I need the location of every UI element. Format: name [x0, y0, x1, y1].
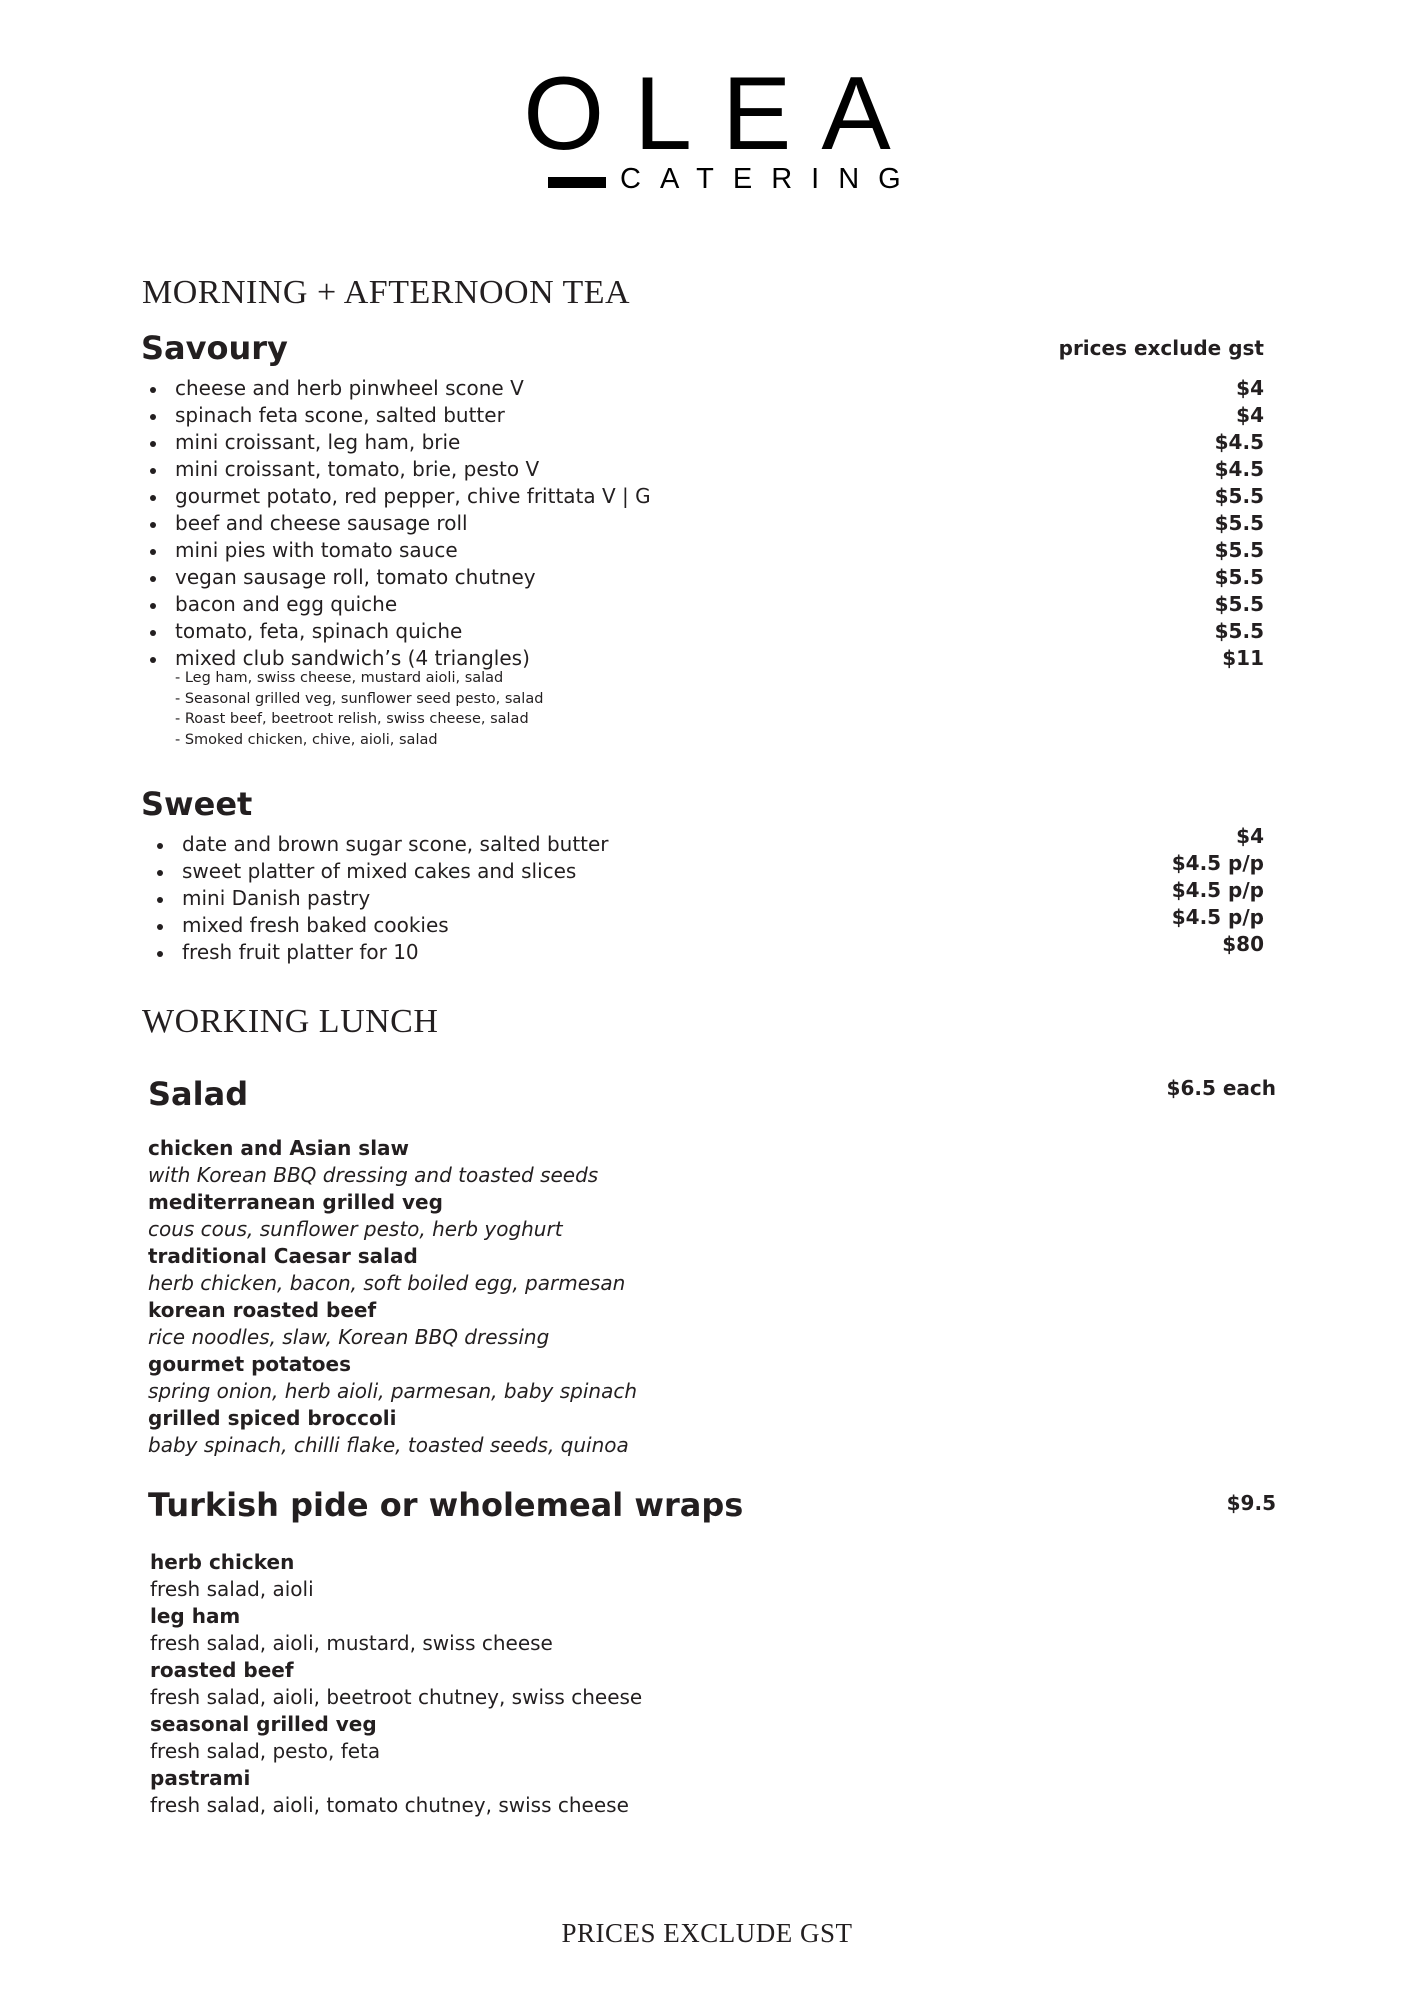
- dish-name: herb chicken: [150, 1550, 295, 1574]
- menu-item: mini croissant, tomato, brie, pesto V: [175, 456, 651, 483]
- sweet-heading: Sweet: [141, 785, 253, 823]
- dish-description: fresh salad, aioli, beetroot chutney, swiss cheese: [150, 1685, 643, 1709]
- sweet-item-list: [182, 831, 609, 966]
- prices-exclude-gst-note: prices exclude gst: [1058, 336, 1264, 360]
- salad-price: $6.5 each: [1166, 1076, 1276, 1100]
- dish-name: gourmet potatoes: [148, 1352, 351, 1376]
- dish-name: roasted beef: [150, 1658, 294, 1682]
- logo-subtitle: CATERING: [620, 163, 920, 195]
- dish-name: mediterranean grilled veg: [148, 1190, 443, 1214]
- wraps-heading: Turkish pide or wholemeal wraps: [148, 1486, 744, 1524]
- sandwich-option: - Leg ham, swiss cheese, mustard aioli, salad: [175, 670, 504, 686]
- dish-description: herb chicken, bacon, soft boiled egg, parmesan: [148, 1271, 626, 1295]
- menu-item: mixed club sandwich’s (4 triangles): [175, 645, 651, 672]
- section-title-morning-tea: MORNING + AFTERNOON TEA: [142, 274, 631, 311]
- wraps-price: $9.5: [1226, 1491, 1276, 1515]
- menu-item-price: $4: [1236, 376, 1264, 400]
- dish-description: spring onion, herb aioli, parmesan, baby spinach: [148, 1379, 637, 1403]
- sandwich-option-list: [175, 668, 543, 750]
- menu-item-price: $5.5: [1214, 538, 1264, 562]
- menu-item: cheese and herb pinwheel scone V: [175, 375, 651, 402]
- menu-item: mini Danish pastry: [182, 885, 609, 912]
- menu-item: mini croissant, leg ham, brie: [175, 429, 651, 456]
- menu-item-price: $5.5: [1214, 565, 1264, 589]
- dish-name: seasonal grilled veg: [150, 1712, 377, 1736]
- menu-item: sweet platter of mixed cakes and slices: [182, 858, 609, 885]
- savoury-heading: Savoury: [141, 329, 288, 367]
- dish-description: fresh salad, aioli: [150, 1577, 314, 1601]
- menu-item: mini pies with tomato sauce: [175, 537, 651, 564]
- dish-description: cous cous, sunflower pesto, herb yoghurt: [148, 1217, 563, 1241]
- menu-item: gourmet potato, red pepper, chive frittata V | G: [175, 484, 651, 508]
- menu-item-price: $80: [1222, 932, 1264, 956]
- salad-heading: Salad: [148, 1075, 249, 1113]
- dish-description: baby spinach, chilli flake, toasted seeds, quinoa: [148, 1433, 629, 1457]
- sweet-price-list: [1172, 823, 1264, 958]
- sandwich-option: - Seasonal grilled veg, sunflower seed pesto, salad: [175, 690, 544, 707]
- section-title-working-lunch: WORKING LUNCH: [142, 1003, 439, 1040]
- menu-item-price: $4.5 p/p: [1171, 905, 1264, 929]
- menu-item: bacon and egg quiche: [175, 591, 651, 618]
- menu-item-price: $4.5 p/p: [1171, 851, 1264, 875]
- menu-item: beef and cheese sausage roll: [175, 510, 651, 537]
- logo-bar: [548, 177, 606, 188]
- dish-description: fresh salad, pesto, feta: [150, 1739, 381, 1763]
- menu-item: mixed fresh baked cookies: [182, 912, 609, 939]
- menu-item-price: $4: [1236, 824, 1264, 848]
- menu-item-price: $5.5: [1214, 484, 1264, 508]
- dish-name: traditional Caesar salad: [148, 1244, 418, 1268]
- wraps-list: [150, 1549, 642, 1819]
- footer-gst-note: PRICES EXCLUDE GST: [561, 1918, 853, 1948]
- menu-item: vegan sausage roll, tomato chutney: [175, 564, 651, 591]
- sandwich-option: - Smoked chicken, chive, aioli, salad: [175, 731, 438, 748]
- dish-description: fresh salad, aioli, mustard, swiss cheese: [150, 1631, 553, 1655]
- menu-item: date and brown sugar scone, salted butter: [182, 832, 609, 856]
- dish-name: leg ham: [150, 1604, 241, 1628]
- dish-name: korean roasted beef: [148, 1298, 377, 1322]
- logo-wordmark: OLEA: [523, 56, 921, 172]
- dish-name: pastrami: [150, 1766, 251, 1790]
- menu-item-price: $4.5: [1214, 457, 1264, 481]
- menu-item-price: $4: [1236, 403, 1264, 427]
- dish-description: rice noodles, slaw, Korean BBQ dressing: [148, 1325, 550, 1349]
- menu-item-price: $5.5: [1214, 619, 1264, 643]
- menu-item-price: $4.5 p/p: [1171, 878, 1264, 902]
- menu-item-price: $11: [1222, 646, 1264, 670]
- savoury-price-list: [1215, 375, 1264, 672]
- dish-name: chicken and Asian slaw: [148, 1136, 410, 1160]
- menu-item-price: $5.5: [1214, 511, 1264, 535]
- savoury-item-list: [175, 375, 651, 672]
- menu-item: fresh fruit platter for 10: [182, 939, 609, 966]
- dish-name: grilled spiced broccoli: [148, 1406, 397, 1430]
- dish-description: with Korean BBQ dressing and toasted seeds: [148, 1163, 599, 1187]
- menu-item: tomato, feta, spinach quiche: [175, 618, 651, 645]
- menu-item: spinach feta scone, salted butter: [175, 402, 651, 429]
- menu-item-price: $4.5: [1214, 430, 1264, 454]
- salad-list: [148, 1135, 637, 1459]
- menu-item-price: $5.5: [1214, 592, 1264, 616]
- sandwich-option: - Roast beef, beetroot relish, swiss cheese, salad: [175, 711, 529, 727]
- dish-description: fresh salad, aioli, tomato chutney, swiss cheese: [150, 1793, 629, 1817]
